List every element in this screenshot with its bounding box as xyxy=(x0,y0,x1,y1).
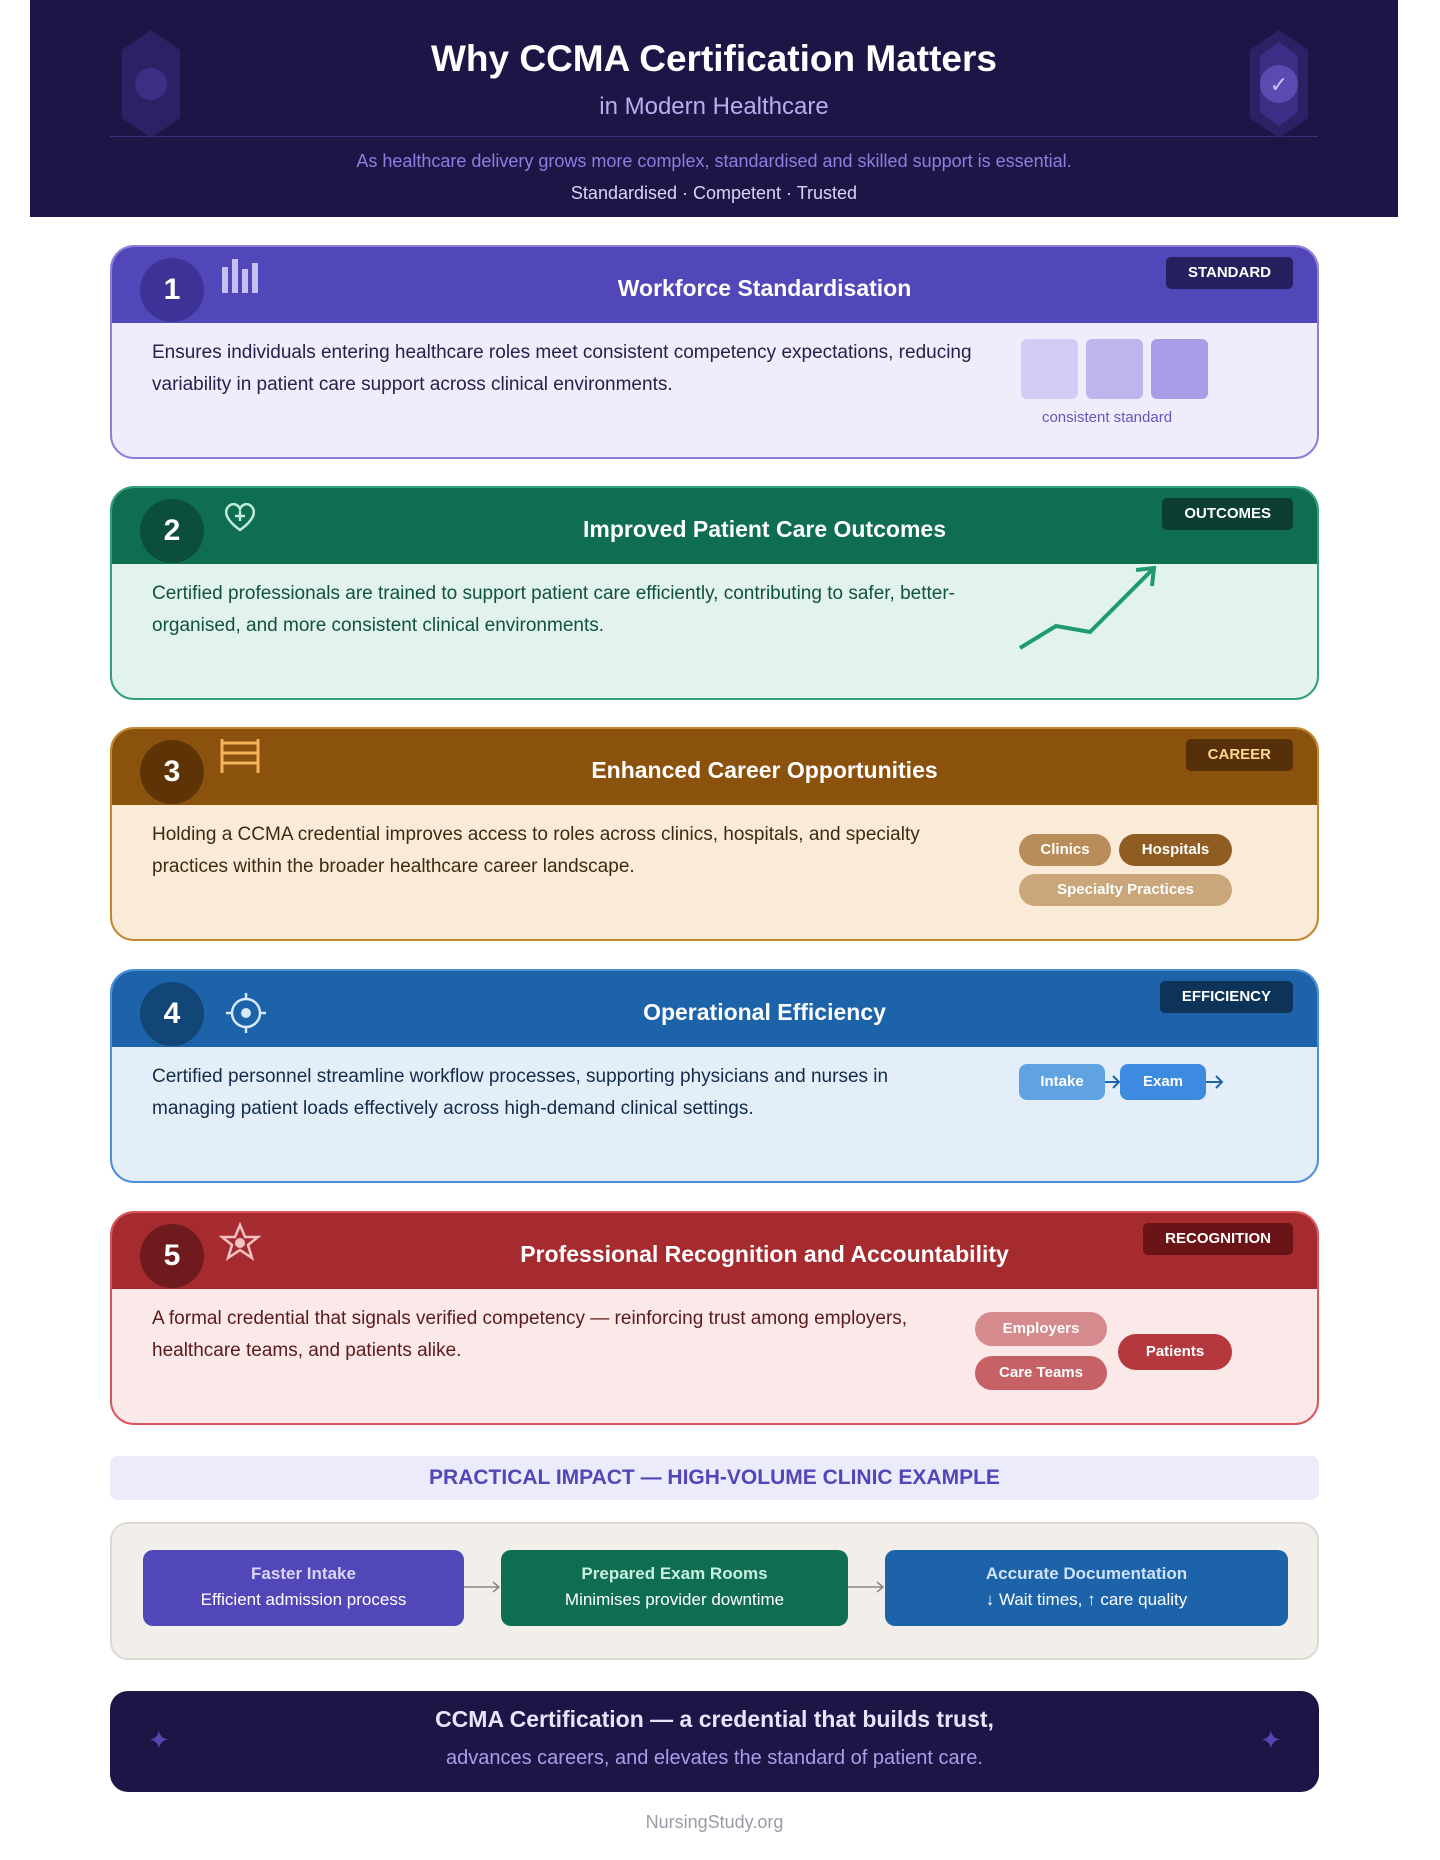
impact-step-detail: Efficient admission process xyxy=(200,1590,407,1609)
card-title: Improved Patient Care Outcomes xyxy=(583,516,946,542)
card-title: Enhanced Career Opportunities xyxy=(591,757,938,783)
card-title: Professional Recognition and Accountability xyxy=(520,1241,1009,1267)
card-header xyxy=(112,729,1317,805)
header-divider xyxy=(110,136,1318,137)
card-title: Operational Efficiency xyxy=(643,999,886,1025)
card-badge: OUTCOMES xyxy=(1162,498,1293,530)
impact-step-detail: ↓ Wait times, ↑ care quality xyxy=(985,1590,1188,1609)
card-number: 1 xyxy=(140,258,204,322)
card-badge: STANDARD xyxy=(1166,257,1293,289)
pill-care-teams: Care Teams xyxy=(975,1356,1107,1390)
flow-step-exam: Exam xyxy=(1120,1064,1206,1100)
card-number: 4 xyxy=(140,982,204,1046)
sparkle-icon: ✦ xyxy=(148,1725,170,1755)
pill-employers: Employers xyxy=(975,1312,1107,1346)
card-body: Holding a CCMA credential improves access to roles across clinics, hospitals, and specialty practices within the broader healthcare career landscape. xyxy=(152,824,920,877)
card-body: Certified personnel streamline workflow processes, supporting physicians and nurses in managing patient loads effectively across high-demand clinical settings. xyxy=(152,1066,889,1119)
card-header xyxy=(112,247,1317,323)
card-badge: CAREER xyxy=(1186,739,1293,771)
card-career-opportunities xyxy=(110,727,1319,941)
header-tags: Standardised · Competent · Trusted xyxy=(570,183,858,203)
impact-step-faster-intake xyxy=(143,1550,464,1626)
closing-line-2: advances careers, and elevates the standard of patient care. xyxy=(445,1747,983,1769)
arrow-right-icon xyxy=(848,1580,885,1594)
card-badge: EFFICIENCY xyxy=(1160,981,1293,1013)
card-badge: RECOGNITION xyxy=(1143,1223,1293,1255)
card-professional-recognition xyxy=(110,1211,1319,1425)
card-body: Ensures individuals entering healthcare roles meet consistent competency expectations, reducing variability in patient care support across clinical environments. xyxy=(152,342,972,395)
impact-step-prepared-exam-rooms xyxy=(501,1550,848,1626)
standard-square xyxy=(1151,339,1208,399)
card-patient-care-outcomes xyxy=(110,486,1319,700)
trend-up-arrow-icon xyxy=(1012,558,1192,658)
impact-step-title: Accurate Documentation xyxy=(985,1564,1188,1583)
visual-caption: consistent standard xyxy=(1041,409,1173,426)
card-number: 2 xyxy=(140,499,204,563)
closing-banner xyxy=(110,1691,1319,1792)
closing-line-1: CCMA Certification — a credential that builds trust, xyxy=(435,1706,994,1732)
sparkle-icon: ✦ xyxy=(1260,1725,1282,1755)
header-banner xyxy=(30,0,1398,217)
practical-impact-flow xyxy=(110,1522,1319,1660)
page-subtitle: in Modern Healthcare xyxy=(599,93,829,120)
card-operational-efficiency xyxy=(110,969,1319,1183)
standard-square xyxy=(1021,339,1078,399)
card-header xyxy=(112,971,1317,1047)
impact-step-title: Faster Intake xyxy=(251,1564,356,1583)
arrow-right-icon xyxy=(464,1580,501,1594)
svg-text:✓: ✓ xyxy=(1269,73,1289,98)
pill-specialty-practices: Specialty Practices xyxy=(1019,874,1232,906)
card-header xyxy=(112,488,1317,564)
card-number: 5 xyxy=(140,1224,204,1288)
arrow-right-icon xyxy=(1206,1073,1224,1091)
arrow-right-icon xyxy=(1105,1073,1121,1091)
check-shield-icon xyxy=(1248,28,1310,140)
card-body: A formal credential that signals verified competency — reinforcing trust among employers, healthcare teams, and patients alike. xyxy=(152,1308,908,1361)
flow-step-intake: Intake xyxy=(1019,1064,1105,1100)
site-credit: NursingStudy.org xyxy=(645,1812,784,1832)
pill-clinics: Clinics xyxy=(1019,834,1111,866)
impact-step-accurate-documentation xyxy=(885,1550,1288,1626)
pill-patients: Patients xyxy=(1118,1334,1232,1370)
card-body: Certified professionals are trained to support patient care efficiently, contributing to safer, better-organised, and more consistent clinical environments. xyxy=(152,583,956,636)
pill-hospitals: Hospitals xyxy=(1119,834,1232,866)
standard-square xyxy=(1086,339,1143,399)
header-description: As healthcare delivery grows more complex, standardised and skilled support is essential. xyxy=(356,151,1072,171)
card-header xyxy=(112,1213,1317,1289)
impact-step-title: Prepared Exam Rooms xyxy=(581,1564,768,1583)
impact-step-detail: Minimises provider downtime xyxy=(564,1590,785,1609)
card-number: 3 xyxy=(140,740,204,804)
practical-impact-heading: PRACTICAL IMPACT — HIGH-VOLUME CLINIC EXAMPLE xyxy=(110,1456,1319,1500)
card-workforce-standardisation xyxy=(110,245,1319,459)
card-title: Workforce Standardisation xyxy=(617,275,912,301)
page-title: Why CCMA Certification Matters xyxy=(430,38,997,79)
